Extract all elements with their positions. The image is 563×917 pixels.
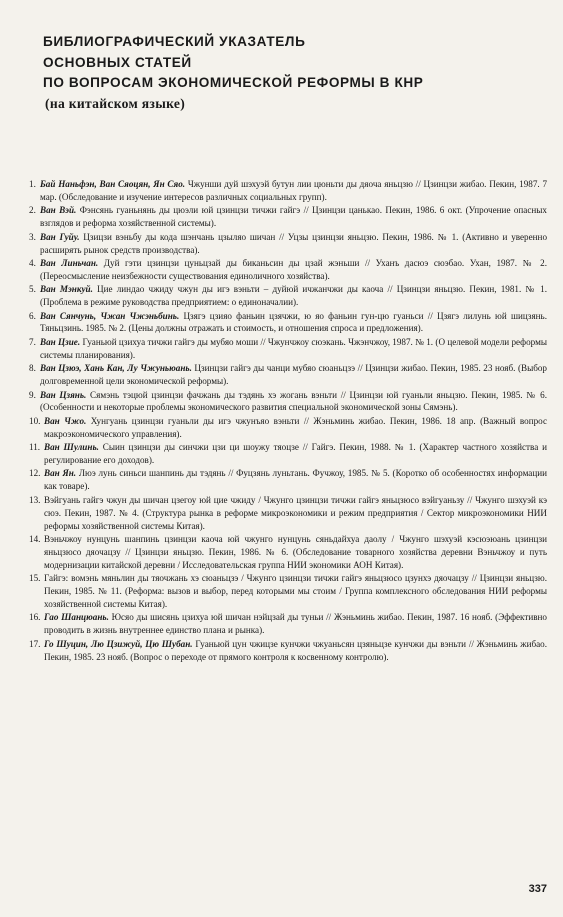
entry-number: 17. [29, 638, 41, 649]
bibliography-entry [29, 533, 547, 572]
entry-text: Чжунши дуй шэхуэй бутун лии цюньти ды дяоча яньцзю // Цзинцзи жибао. Пекин, 1987. 7 мар. (Обследование и изучение интересов различных социальных групп). [40, 179, 548, 202]
bibliography-entry [29, 572, 547, 611]
page-title [43, 32, 523, 114]
entry-number: 12. [29, 468, 41, 479]
entry-text: Цзицзи вэньбу ды кода шэнчань цзыляо шичан // Уцзы цзинцзи яньцзю. Пекин, 1986. № 1. (Активно и уверенно расширять рынок средств производства). [40, 231, 548, 255]
entry-number: 14. [29, 533, 41, 544]
entry-authors: Бай Наньфэн, Ван Сяоцян, Ян Сяо. [40, 179, 186, 189]
entry-number: 5. [29, 284, 36, 295]
entry-number: 7. [29, 336, 36, 347]
title-line-3: ПО ВОПРОСАМ ЭКОНОМИЧЕСКОЙ РЕФОРМЫ В КНР [43, 75, 424, 90]
entry-number: 9. [29, 389, 36, 400]
entry-number: 3. [29, 231, 36, 242]
entry-text: Гуаньюй цзихуа тичжи гайгэ ды мубяо моши // Чжунчжоу сюэкань. Чжэнчжоу, 1987. № 1. (О целевой модели реформы системы планирования). [40, 336, 547, 360]
entry-number: 13. [29, 494, 41, 505]
entry-text: Гуаньюй цун чжицзе кунчжи чжуаньсян цзяньцзе кунчжи ды вэньти // Жэньминь жибао. Пекин, 1985. 23 нояб. (Вопрос о переходе от прямого контроля к косвенному контролю). [44, 638, 547, 662]
page-number: 337 [528, 883, 547, 895]
bibliography-entry [29, 494, 547, 533]
bibliography-entry [29, 467, 547, 493]
entry-text: Хунгуань цзинцзи гуаньли ды игэ чжунъяо вэньти // Жэньминь жибао. Пекин, 1986. 18 апр. (Важный вопрос макроэкономического управления). [44, 415, 547, 439]
bibliography-entry [29, 415, 547, 441]
entry-number: 4. [29, 257, 36, 268]
entry-authors: Ван Цзюэ, Хань Кан, Лу Чжуньюань. [40, 363, 192, 374]
entry-number: 1. [29, 179, 36, 189]
entry-text: Дуй гэти цзинцзи цуньцзай ды биканьсин ды цзай жэньши // Уханъ дасюэ сюэбао. Ухан, 1987. № 2. (Переосмысление неизбежности существования единоличного хозяйства). [40, 257, 548, 281]
bibliography-entry [29, 441, 547, 467]
entry-text: Сыин цзинцзи ды синчжи цзи ци шоужу тяоцзе // Гайгэ. Пекин, 1988. № 1. (Характер частного хозяйства и регулирование его доходов). [44, 442, 547, 466]
bibliography-entry [29, 204, 547, 230]
entry-text: Вэйгуань гайгэ чжун ды шичан цзегоу юй цие чжиду / Чжунго цзинцзи тичжи гайгэ яньцзюсо вэйгуаньзу // Чжунго шэхуэй кэ сюэ. Пекин, 1987. № 4. (Структура рынка в реформе микроэкономики и режим предприятия / Сектор микроэкономики НИИ реформы хозяйственной системы Китая). [44, 494, 547, 531]
bibliography-entry [29, 257, 547, 283]
title-line-1: БИБЛИОГРАФИЧЕСКИЙ УКАЗАТЕЛЬ [43, 34, 306, 49]
title-line-2: ОСНОВНЫХ СТАТЕЙ [43, 54, 192, 70]
entry-number: 10. [29, 415, 41, 426]
bibliography-entry [29, 178, 547, 204]
entry-number: 16. [29, 612, 41, 623]
entry-text: Фэнсянь гуаньнянь ды цюэли юй цзинцзи тичжи гайгэ // Цзинцзи цанькао. Пекин, 1986. 6 окт. (Упрочение опасных взглядов и реформа хозяйственной системы). [40, 205, 547, 229]
title-subtitle: (на китайском языке) [45, 95, 186, 111]
entry-authors: Ван Цзие. [40, 336, 81, 347]
entry-authors: Ван Гуйу. [40, 231, 80, 242]
entry-authors: Ван Вэй. [40, 205, 77, 216]
entry-authors: Го Шуцин, Лю Цзижуй, Цю Шубан. [44, 638, 193, 649]
entry-authors: Ван Ян. [44, 468, 77, 479]
entry-authors: Ван Мэнкуй. [40, 284, 93, 295]
entry-authors: Ван Сянчунь, Чжан Чжэньбинь. [40, 310, 180, 321]
entry-authors: Ван Чжо. [44, 415, 87, 426]
bibliography-entry [29, 283, 547, 309]
entry-number: 2. [29, 205, 36, 216]
entry-authors: Гао Шанцюань. [44, 612, 109, 623]
bibliography-entry [29, 310, 547, 336]
entry-text: Цие линдао чжиду чжун ды игэ вэньти – дуйюй ичжанчжи ды каоча // Цзинцзи яньцзю. Пекин, 1981. № 1. (Проблема в режиме руководства предприятием: о единоначалии). [40, 284, 548, 308]
entry-text: Цзинцзи гайгэ ды чанци мубяо сюаньцзэ // Цзинцзи жибао. Пекин, 1985. 23 нояб. (Выбор долговременной цели экономической реформы). [40, 363, 547, 387]
bibliography-list [29, 178, 547, 664]
entry-number: 15. [29, 573, 41, 584]
entry-text: Люэ лунь синьси шанпинь ды тэдянь // Фуцзянь луньтань. Фучжоу, 1985. № 5. (Коротко об особенностях информации как товаре). [44, 468, 547, 492]
entry-number: 11. [29, 442, 41, 453]
bibliography-entry [29, 336, 547, 362]
bibliography-entry [29, 389, 547, 415]
entry-number: 8. [29, 363, 36, 374]
entry-text: Гайгэ: вомэнь мяньлин ды тяочжань хэ сюаньцзэ / Чжунго цзинцзи тичжи гайгэ яньцзюсо цзунхэ дяочацзу // Цзинцзи яньцзю. Пекин, 1985. № 11. (Реформа: вызов и выбор, перед которыми мы стоим / Группа комплексного обследования НИИ реформы хозяйственной системы Китая). [44, 573, 547, 609]
entry-text: Цзягэ цзияо фаньин цзячжи, ю яо фаньин гун-цю гуаньси // Цзягэ лилунь юй шицзянь. Тяньцзинь. 1985. № 2. (Цены должны отражать и стоимость, и отношения спроса и предложения). [40, 310, 547, 334]
entry-text: Сямэнь тэцюй цзинцзи фачжань ды тэдянь хэ жогань вэньти // Цзинцзи юй гуаньли яньцзю. Пекин, 1985. № 6. (Особенности и некоторые проблемы экономического развития специальной экономической зоны Сямэнь). [40, 389, 547, 413]
bibliography-entry [29, 362, 547, 388]
entry-text: Вэньчжоу нунцунь шанпинь цзинцзи каоча юй чжунго нунцунь сяньдайхуа даолу / Чжунго шэхуэй кэсюэюань цзинцзи яньцзюсо дяочацзу // Цзинцзи яньцзю. Пекин, 1986. № 6. (Обследование товарного хозяйства деревни Вэньчжоу и путь модернизации китайской деревни / Исследовательская группа НИИ экономики АОН Китая). [44, 533, 547, 570]
bibliography-entry [29, 611, 547, 637]
entry-number: 6. [29, 310, 36, 321]
entry-authors: Ван Шулинь. [44, 442, 99, 453]
entry-authors: Ван Линьчан. [40, 257, 99, 268]
bibliography-entry [29, 638, 547, 664]
entry-text: Юсяо ды шисянь цзихуа юй шичан нэйцзай ды туньи // Жэньминь жибао. Пекин, 1987. 16 нояб. (Эффективно проводить в жизнь внутреннее единство плана и рынка). [44, 612, 547, 636]
bibliography-entry [29, 231, 547, 257]
entry-authors: Ван Цзянь. [40, 389, 87, 400]
